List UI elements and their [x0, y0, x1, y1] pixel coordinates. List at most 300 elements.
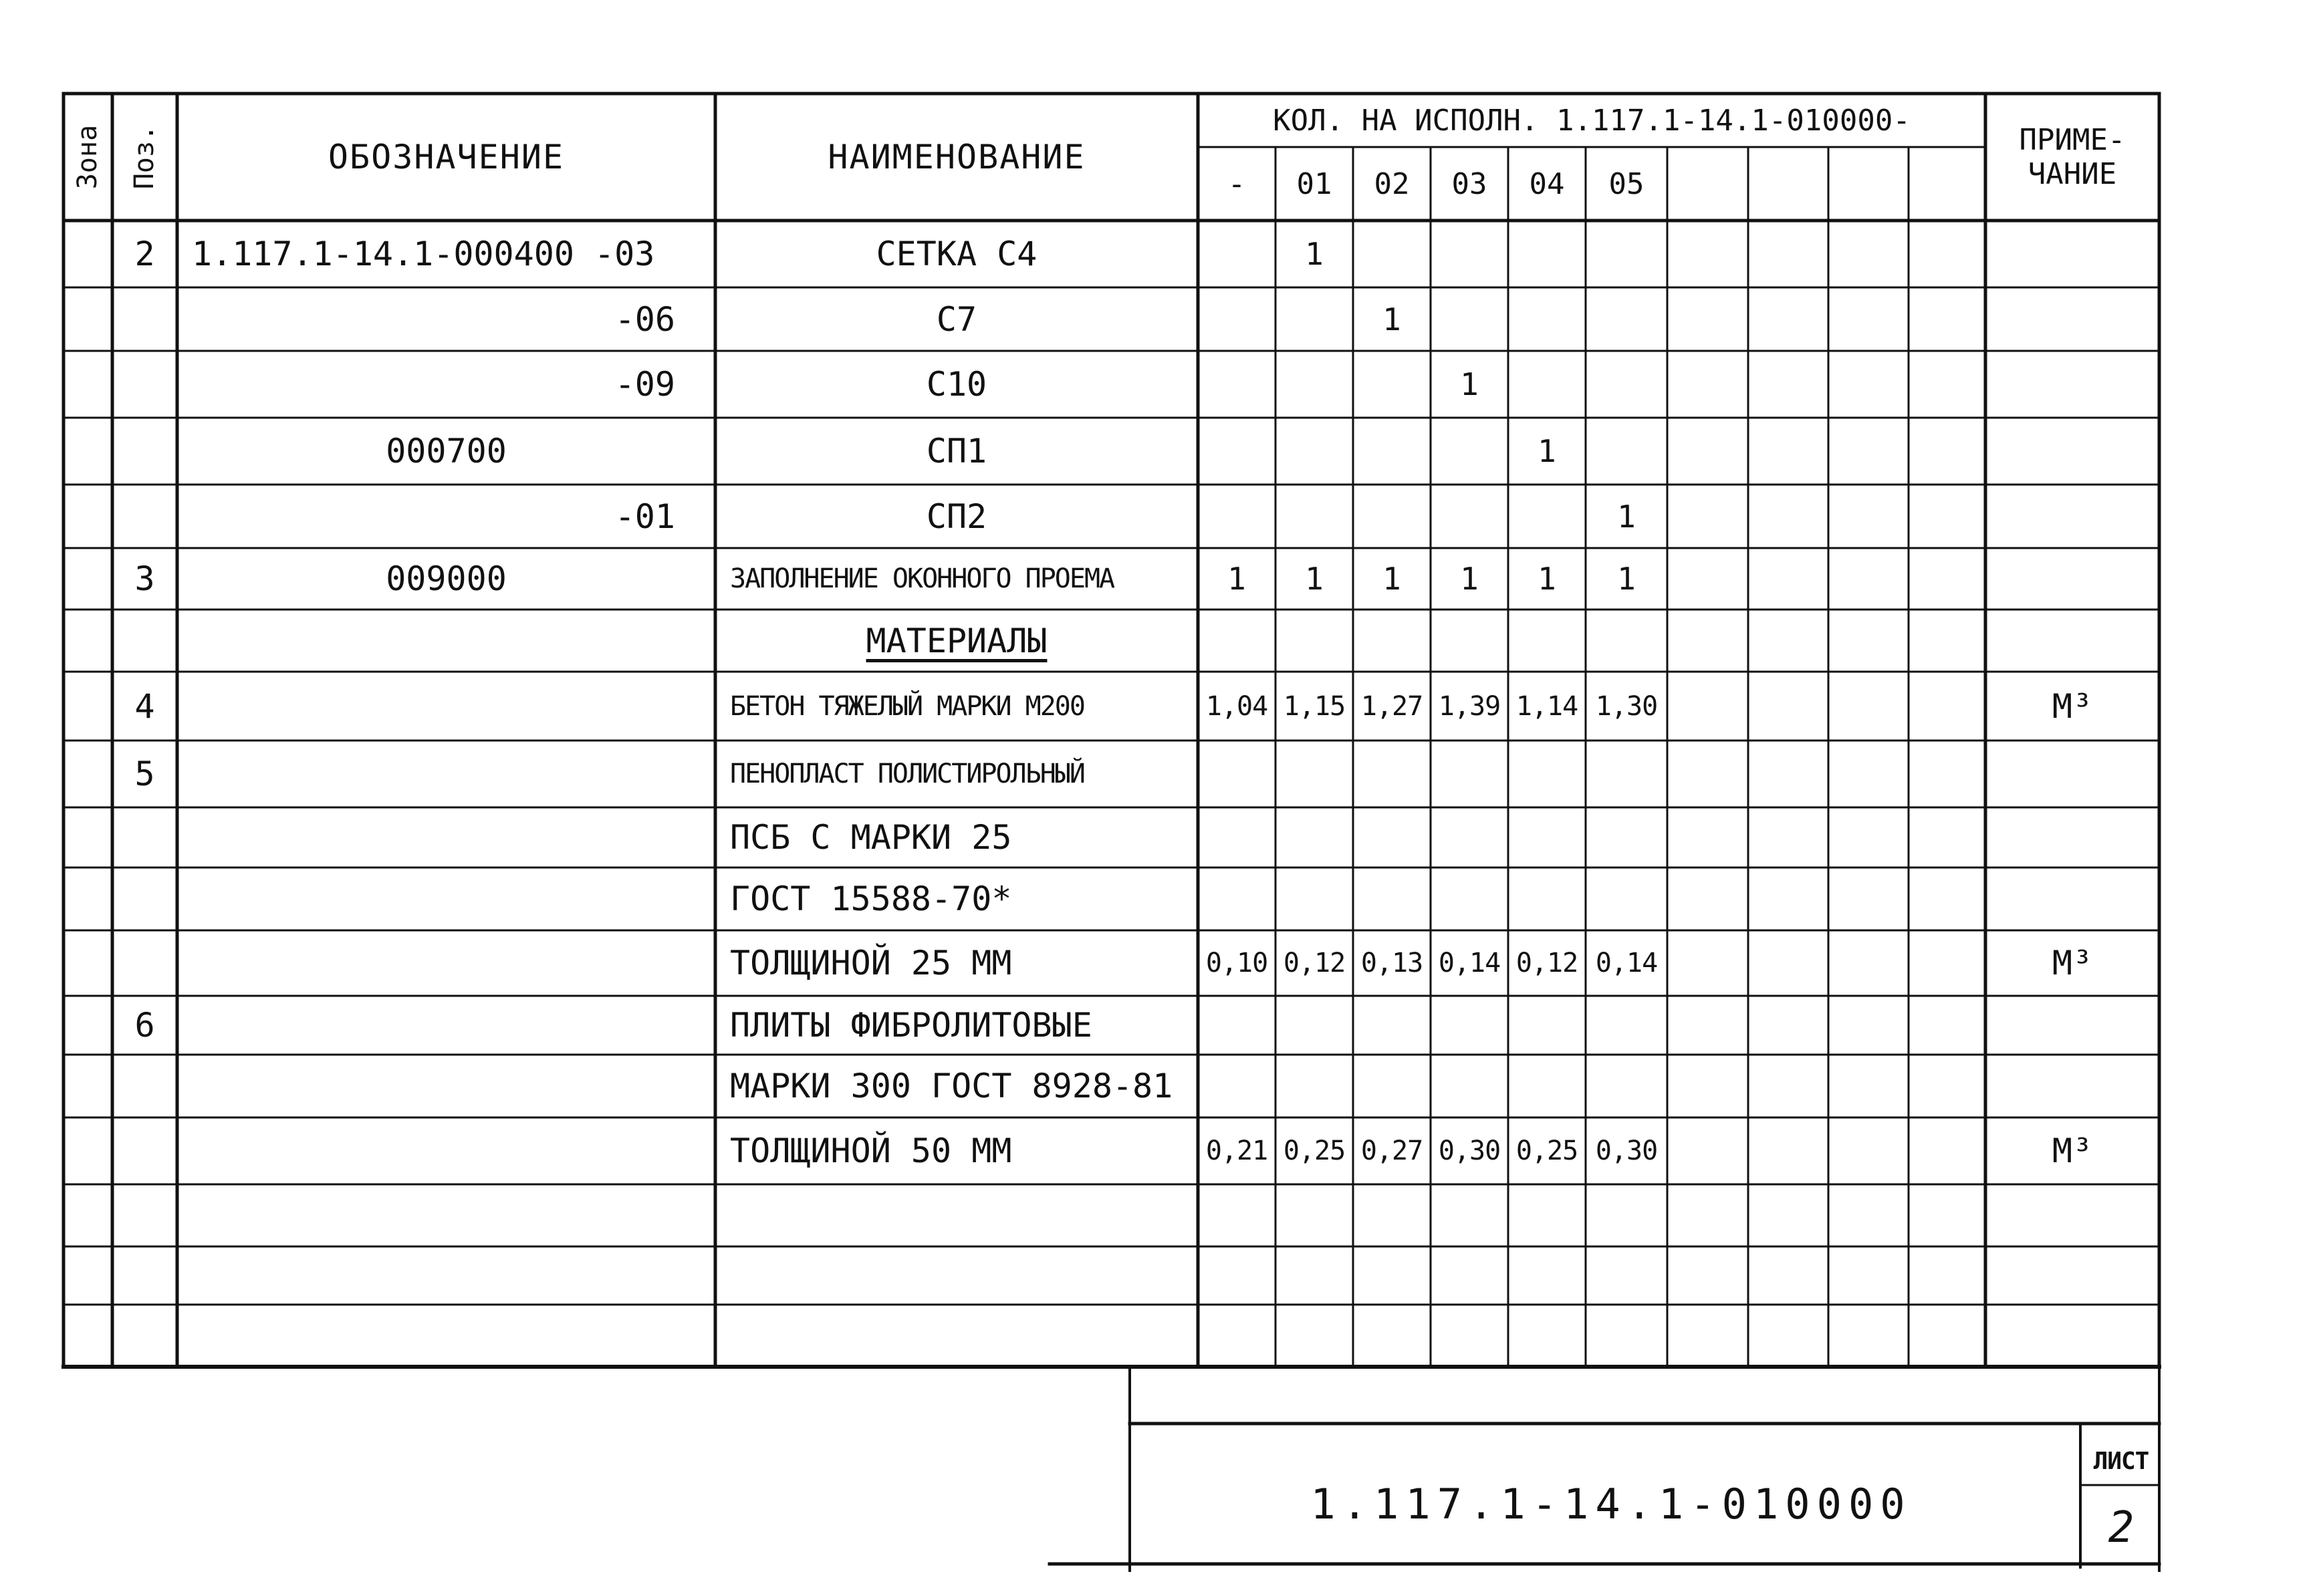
header-zone-text: Зона — [72, 124, 104, 190]
qty-cell — [1667, 351, 1748, 418]
zone-cell — [64, 868, 112, 930]
designation-cell — [177, 548, 715, 610]
qty-cell — [1828, 485, 1909, 548]
qty-cell-text: 1 — [1538, 561, 1556, 597]
qty-cell — [1828, 996, 1909, 1055]
name-cell-text: СЕТКА С4 — [876, 235, 1038, 273]
note-cell — [1985, 221, 2159, 287]
name-cell-text: СП2 — [926, 497, 987, 536]
qty-cell — [1353, 741, 1431, 807]
qty-cell — [1431, 1055, 1508, 1117]
qty-cell — [1667, 1246, 1748, 1305]
qty-cell — [1586, 548, 1667, 610]
qty-cell — [1431, 807, 1508, 868]
qty-cell — [1667, 807, 1748, 868]
pos-cell — [112, 1184, 177, 1246]
qty-cell — [1828, 610, 1909, 672]
qty-cell — [1748, 221, 1828, 287]
name-cell — [715, 1246, 1198, 1305]
qty-cell — [1431, 930, 1508, 996]
header-variant-text: - — [1227, 166, 1246, 201]
note-cell — [1985, 610, 2159, 672]
qty-cell-text: 0,30 — [1595, 1136, 1658, 1166]
qty-cell — [1198, 548, 1275, 610]
header-variant — [1667, 147, 1748, 221]
qty-cell-text: 1,30 — [1595, 690, 1658, 722]
qty-cell — [1909, 741, 1985, 807]
designation-cell — [177, 610, 715, 672]
pos-cell — [112, 930, 177, 996]
qty-cell — [1748, 807, 1828, 868]
qty-cell — [1198, 221, 1275, 287]
qty-cell-text: 0,21 — [1205, 1136, 1268, 1166]
designation-cell — [177, 418, 715, 485]
header-variant — [1275, 147, 1353, 221]
pos-cell — [112, 418, 177, 485]
qty-cell — [1667, 485, 1748, 548]
note-cell — [1985, 1184, 2159, 1246]
qty-cell — [1353, 287, 1431, 351]
note-cell — [1985, 868, 2159, 930]
zone-cell — [64, 1055, 112, 1117]
qty-cell — [1198, 930, 1275, 996]
qty-cell — [1431, 1184, 1508, 1246]
qty-cell — [1198, 485, 1275, 548]
qty-cell — [1275, 351, 1353, 418]
qty-cell — [1909, 930, 1985, 996]
designation-cell-text: -01 — [614, 497, 675, 536]
qty-cell — [1275, 221, 1353, 287]
qty-cell — [1431, 741, 1508, 807]
qty-cell — [1275, 996, 1353, 1055]
note-cell — [1985, 287, 2159, 351]
qty-cell — [1198, 868, 1275, 930]
designation-cell — [177, 672, 715, 741]
qty-cell — [1828, 807, 1909, 868]
qty-cell — [1909, 868, 1985, 930]
designation-cell — [177, 1305, 715, 1367]
qty-cell — [1508, 351, 1586, 418]
header-variant — [1431, 147, 1508, 221]
name-cell-text: ТОЛЩИНОЙ 50 ММ — [730, 1132, 1012, 1170]
qty-cell-text: 1 — [1538, 433, 1556, 469]
qty-cell-text: 1,14 — [1515, 690, 1578, 722]
header-designation — [177, 94, 715, 221]
qty-cell — [1667, 996, 1748, 1055]
qty-cell — [1828, 1055, 1909, 1117]
qty-cell — [1586, 930, 1667, 996]
qty-cell — [1431, 351, 1508, 418]
qty-cell — [1508, 1117, 1586, 1184]
qty-cell — [1828, 418, 1909, 485]
qty-cell — [1586, 741, 1667, 807]
qty-cell — [1275, 1305, 1353, 1367]
pos-cell-text: 4 — [134, 686, 155, 726]
qty-cell — [1275, 930, 1353, 996]
qty-cell — [1586, 1184, 1667, 1246]
name-cell-text: МАРКИ 300 ГОСТ 8928-81 — [730, 1067, 1173, 1105]
qty-cell — [1667, 1305, 1748, 1367]
header-variant — [1353, 147, 1431, 221]
qty-cell — [1353, 485, 1431, 548]
qty-cell — [1508, 1246, 1586, 1305]
qty-cell — [1748, 351, 1828, 418]
qty-cell — [1667, 1117, 1748, 1184]
qty-cell — [1198, 1305, 1275, 1367]
qty-cell — [1353, 672, 1431, 741]
qty-cell — [1586, 1305, 1667, 1367]
qty-cell — [1748, 418, 1828, 485]
qty-cell — [1198, 807, 1275, 868]
qty-cell-text: 1,04 — [1205, 690, 1268, 722]
qty-cell — [1431, 548, 1508, 610]
qty-cell — [1909, 1117, 1985, 1184]
qty-cell — [1431, 1305, 1508, 1367]
qty-cell — [1508, 485, 1586, 548]
header-variant-text: 04 — [1529, 166, 1565, 201]
qty-cell — [1828, 868, 1909, 930]
qty-cell — [1275, 807, 1353, 868]
pos-cell — [112, 868, 177, 930]
qty-cell — [1909, 1184, 1985, 1246]
qty-cell — [1586, 485, 1667, 548]
qty-cell — [1667, 741, 1748, 807]
header-name-text: НАИМЕНОВАНИЕ — [828, 138, 1086, 176]
name-cell-text: ПЛИТЫ ФИБРОЛИТОВЫЕ — [730, 1006, 1092, 1045]
qty-cell — [1275, 485, 1353, 548]
qty-cell — [1748, 610, 1828, 672]
qty-cell-text: 1 — [1382, 301, 1401, 338]
name-cell — [715, 221, 1198, 287]
qty-cell-text: 1,15 — [1283, 690, 1346, 722]
qty-cell-text: 0,12 — [1515, 948, 1578, 978]
pos-cell-text: 6 — [134, 1006, 155, 1045]
name-cell-text: СП1 — [926, 432, 987, 471]
qty-cell-text: 0,25 — [1283, 1136, 1346, 1166]
qty-cell — [1586, 1117, 1667, 1184]
qty-cell — [1748, 287, 1828, 351]
note-cell — [1985, 351, 2159, 418]
qty-cell — [1198, 351, 1275, 418]
pos-cell — [112, 485, 177, 548]
qty-cell — [1353, 868, 1431, 930]
qty-cell — [1275, 672, 1353, 741]
qty-cell-text: 1,39 — [1438, 690, 1501, 722]
header-zone — [64, 94, 112, 221]
qty-cell — [1909, 807, 1985, 868]
qty-cell — [1431, 221, 1508, 287]
designation-cell-text: 1.117.1-14.1-000400 -03 — [192, 235, 655, 273]
qty-cell — [1508, 221, 1586, 287]
qty-cell-text: 0,27 — [1360, 1136, 1423, 1166]
pos-cell — [112, 807, 177, 868]
qty-cell — [1748, 1184, 1828, 1246]
note-cell — [1985, 485, 2159, 548]
pos-cell — [112, 1117, 177, 1184]
qty-cell — [1748, 741, 1828, 807]
note-cell-text: М³ — [2052, 686, 2093, 726]
name-cell-text: ЗАПОЛНЕНИЕ ОКОННОГО ПРОЕМА — [730, 563, 1114, 594]
qty-cell-text: 0,14 — [1595, 948, 1658, 978]
zone-cell — [64, 485, 112, 548]
qty-cell — [1586, 221, 1667, 287]
qty-cell — [1275, 741, 1353, 807]
header-variant-text: 05 — [1608, 166, 1644, 201]
qty-cell — [1508, 868, 1586, 930]
note-cell — [1985, 996, 2159, 1055]
note-cell — [1985, 930, 2159, 996]
qty-cell — [1275, 418, 1353, 485]
zone-cell — [64, 1305, 112, 1367]
header-name — [715, 94, 1198, 221]
qty-cell — [1909, 351, 1985, 418]
qty-cell — [1667, 418, 1748, 485]
header-variant — [1828, 147, 1909, 221]
qty-cell — [1909, 1305, 1985, 1367]
note-cell — [1985, 1305, 2159, 1367]
zone-cell — [64, 672, 112, 741]
qty-cell-text: 1 — [1460, 366, 1479, 402]
qty-cell — [1667, 672, 1748, 741]
name-cell — [715, 610, 1198, 672]
qty-cell — [1667, 1055, 1748, 1117]
qty-cell — [1431, 418, 1508, 485]
header-variant-text: 03 — [1451, 166, 1487, 201]
header-note — [1985, 94, 2159, 221]
qty-cell-text: 0,14 — [1438, 948, 1501, 978]
pos-cell — [112, 1055, 177, 1117]
note-cell — [1985, 1055, 2159, 1117]
qty-cell — [1667, 610, 1748, 672]
qty-cell — [1353, 1246, 1431, 1305]
zone-cell — [64, 221, 112, 287]
qty-cell — [1909, 672, 1985, 741]
name-cell — [715, 996, 1198, 1055]
pos-cell — [112, 741, 177, 807]
zone-cell — [64, 610, 112, 672]
qty-cell — [1909, 221, 1985, 287]
pos-cell — [112, 1246, 177, 1305]
zone-cell — [64, 930, 112, 996]
header-qty-title — [1198, 94, 1985, 147]
note-cell — [1985, 1117, 2159, 1184]
qty-cell — [1508, 1055, 1586, 1117]
qty-cell — [1828, 1117, 1909, 1184]
qty-cell — [1748, 1246, 1828, 1305]
name-cell — [715, 1117, 1198, 1184]
pos-cell-text: 5 — [134, 755, 155, 793]
header-variant — [1586, 147, 1667, 221]
qty-cell — [1748, 1117, 1828, 1184]
name-cell-text: ПСБ С МАРКИ 25 — [730, 818, 1012, 857]
qty-cell-text: 1 — [1460, 561, 1479, 597]
qty-cell — [1828, 672, 1909, 741]
qty-cell — [1275, 868, 1353, 930]
qty-cell — [1275, 610, 1353, 672]
header-variant — [1909, 147, 1985, 221]
zone-cell — [64, 1184, 112, 1246]
note-cell — [1985, 741, 2159, 807]
note-cell-text: М³ — [2052, 1132, 2093, 1170]
qty-cell-text: 0,25 — [1515, 1136, 1578, 1166]
name-cell-text: ПЕНОПЛАСТ ПОЛИСТИРОЛЬНЫЙ — [730, 759, 1084, 789]
name-cell — [715, 485, 1198, 548]
qty-cell — [1586, 287, 1667, 351]
sheet-number: 2 — [2108, 1503, 2135, 1553]
header-variant — [1198, 147, 1275, 221]
name-cell — [715, 868, 1198, 930]
qty-cell — [1828, 548, 1909, 610]
header-variant — [1748, 147, 1828, 221]
note-cell — [1985, 418, 2159, 485]
pos-cell — [112, 351, 177, 418]
qty-cell — [1353, 1055, 1431, 1117]
qty-cell — [1909, 418, 1985, 485]
designation-cell — [177, 996, 715, 1055]
qty-cell — [1198, 610, 1275, 672]
zone-cell — [64, 351, 112, 418]
qty-cell — [1431, 996, 1508, 1055]
qty-cell — [1586, 672, 1667, 741]
header-pos-text: Поз. — [129, 124, 160, 190]
designation-cell — [177, 1117, 715, 1184]
qty-cell-text: 1 — [1617, 498, 1636, 535]
designation-cell — [177, 930, 715, 996]
qty-cell-text: 0,12 — [1283, 948, 1346, 978]
qty-cell — [1586, 807, 1667, 868]
qty-cell — [1198, 1117, 1275, 1184]
qty-cell — [1508, 1305, 1586, 1367]
qty-cell — [1353, 221, 1431, 287]
zone-cell — [64, 741, 112, 807]
qty-cell — [1748, 1305, 1828, 1367]
qty-cell — [1198, 1184, 1275, 1246]
qty-cell — [1431, 672, 1508, 741]
qty-cell — [1748, 996, 1828, 1055]
qty-cell — [1586, 996, 1667, 1055]
qty-cell — [1667, 221, 1748, 287]
qty-cell — [1748, 548, 1828, 610]
sheet-label: ЛИСТ — [2093, 1447, 2149, 1475]
zone-cell — [64, 418, 112, 485]
name-cell-text: ТОЛЩИНОЙ 25 ММ — [730, 944, 1012, 982]
zone-cell — [64, 548, 112, 610]
name-cell — [715, 807, 1198, 868]
qty-cell — [1508, 672, 1586, 741]
qty-cell — [1431, 610, 1508, 672]
qty-cell — [1198, 996, 1275, 1055]
qty-cell-text: 1 — [1227, 561, 1246, 597]
qty-cell — [1353, 548, 1431, 610]
qty-cell — [1828, 1305, 1909, 1367]
header-note-line2: ЧАНИЕ — [2028, 157, 2117, 191]
qty-cell — [1828, 741, 1909, 807]
qty-cell — [1586, 610, 1667, 672]
note-cell — [1985, 1246, 2159, 1305]
qty-cell — [1748, 930, 1828, 996]
qty-cell — [1275, 287, 1353, 351]
designation-cell-text: -06 — [614, 299, 675, 339]
name-cell — [715, 548, 1198, 610]
qty-cell — [1508, 1184, 1586, 1246]
name-cell — [715, 741, 1198, 807]
header-note-line1: ПРИМЕ- — [2019, 123, 2126, 157]
qty-cell — [1275, 1055, 1353, 1117]
qty-cell — [1353, 807, 1431, 868]
qty-cell-text: 0,10 — [1205, 948, 1268, 978]
qty-cell — [1828, 287, 1909, 351]
qty-cell — [1353, 1184, 1431, 1246]
qty-cell — [1508, 548, 1586, 610]
qty-cell — [1431, 1246, 1508, 1305]
qty-cell — [1275, 1246, 1353, 1305]
name-cell — [715, 1305, 1198, 1367]
pos-cell — [112, 548, 177, 610]
qty-cell-text: 1 — [1617, 561, 1636, 597]
qty-cell-text: 0,30 — [1438, 1136, 1501, 1166]
designation-cell — [177, 287, 715, 351]
qty-cell — [1198, 741, 1275, 807]
qty-cell — [1748, 868, 1828, 930]
pos-cell-text: 3 — [134, 559, 155, 598]
qty-cell — [1353, 996, 1431, 1055]
name-cell-text: ГОСТ 15588-70* — [730, 880, 1012, 918]
pos-cell — [112, 610, 177, 672]
pos-cell-text: 2 — [134, 235, 155, 273]
designation-cell-text: 000700 — [386, 432, 507, 471]
header-pos — [112, 94, 177, 221]
qty-cell-text: 1 — [1382, 561, 1401, 597]
qty-cell — [1198, 672, 1275, 741]
qty-cell — [1431, 868, 1508, 930]
qty-cell — [1909, 548, 1985, 610]
pos-cell — [112, 672, 177, 741]
qty-cell — [1275, 1184, 1353, 1246]
designation-cell — [177, 1055, 715, 1117]
qty-cell — [1353, 351, 1431, 418]
qty-cell — [1508, 930, 1586, 996]
qty-cell — [1198, 418, 1275, 485]
qty-cell — [1828, 1184, 1909, 1246]
qty-cell-text: 0,13 — [1360, 948, 1423, 978]
note-cell — [1985, 548, 2159, 610]
name-cell — [715, 1055, 1198, 1117]
qty-cell — [1508, 741, 1586, 807]
zone-cell — [64, 1117, 112, 1184]
zone-cell — [64, 1246, 112, 1305]
qty-cell — [1748, 672, 1828, 741]
qty-cell — [1431, 287, 1508, 351]
designation-cell — [177, 868, 715, 930]
designation-cell — [177, 1184, 715, 1246]
qty-cell — [1828, 930, 1909, 996]
pos-cell — [112, 221, 177, 287]
zone-cell — [64, 807, 112, 868]
note-cell-text: М³ — [2052, 944, 2093, 982]
qty-cell — [1353, 1305, 1431, 1367]
qty-cell — [1431, 1117, 1508, 1184]
pos-cell — [112, 1305, 177, 1367]
designation-cell — [177, 351, 715, 418]
qty-cell — [1586, 868, 1667, 930]
name-cell-text: БЕТОН ТЯЖЕЛЫЙ МАРКИ М200 — [730, 690, 1084, 722]
designation-cell — [177, 221, 715, 287]
qty-cell — [1909, 996, 1985, 1055]
zone-cell — [64, 996, 112, 1055]
pos-cell — [112, 996, 177, 1055]
designation-cell — [177, 485, 715, 548]
qty-cell — [1909, 1055, 1985, 1117]
